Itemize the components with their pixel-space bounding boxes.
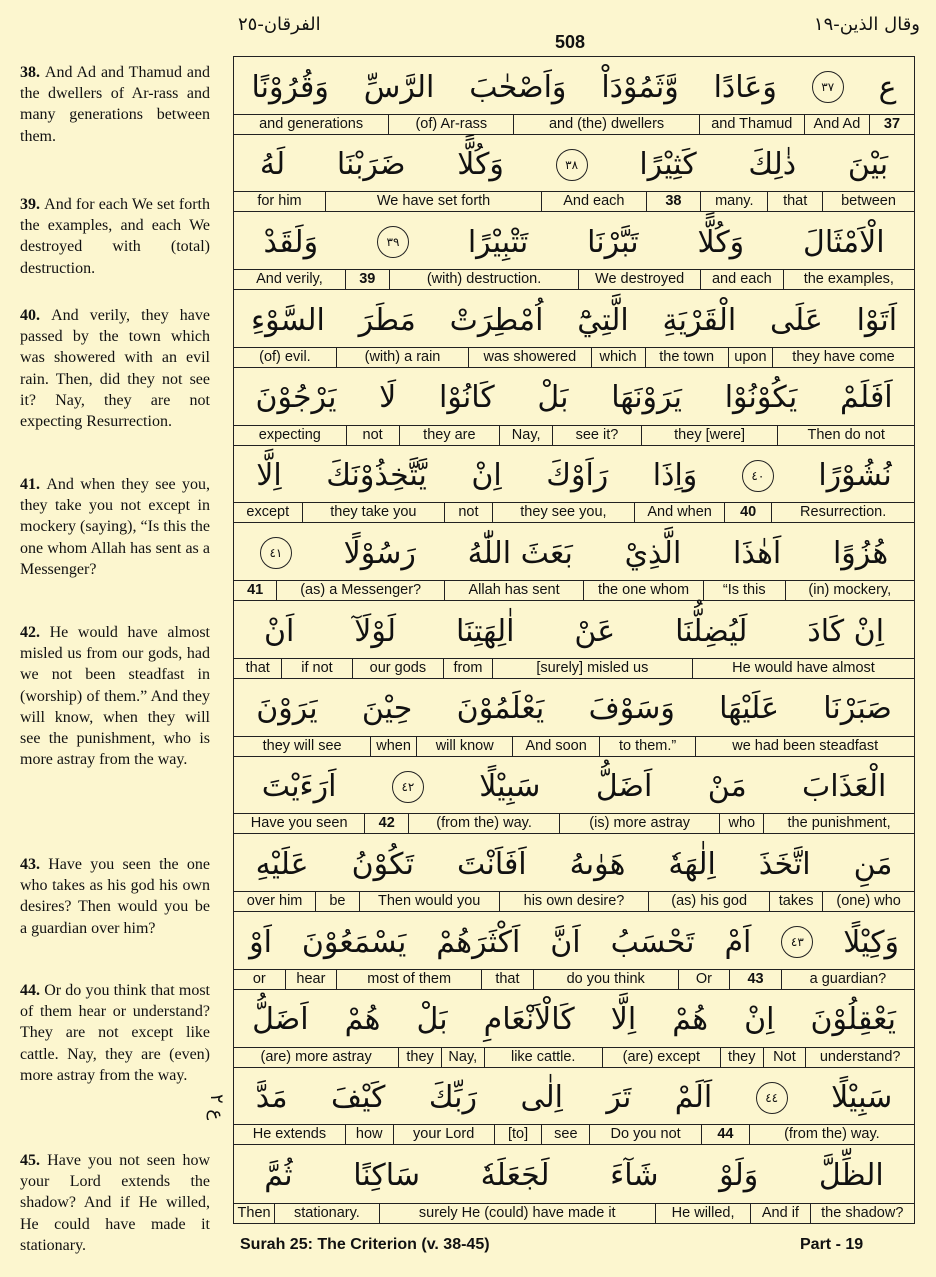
gloss-cell: was showered bbox=[469, 348, 591, 367]
arabic-word: نُشُوْرًا bbox=[818, 458, 892, 494]
verse-text: Have you seen the one who takes as his god his own desires? Then would you be a guardian over him? bbox=[20, 856, 210, 937]
gloss-cell: Not bbox=[764, 1048, 807, 1067]
gloss-cell: who bbox=[720, 814, 764, 833]
arabic-word: وَعَادًا bbox=[713, 69, 777, 105]
gloss-cell: we had been steadfast bbox=[732, 737, 879, 754]
grid-row bbox=[234, 757, 914, 835]
verse-number: 38. bbox=[20, 64, 45, 81]
arabic-word: اَضَلُّ bbox=[252, 1002, 309, 1038]
arabic-line bbox=[234, 1068, 914, 1128]
gloss-cell: (from the) way. bbox=[409, 814, 560, 833]
arabic-word: اَضَلُّ bbox=[595, 769, 653, 805]
arabic-word: وَلَوْ bbox=[719, 1157, 759, 1193]
arabic-word: وَكُلًّا bbox=[697, 224, 745, 260]
arabic-line bbox=[234, 446, 914, 506]
arabic-word: عَلَيْهِ bbox=[255, 846, 309, 882]
arabic-word: سَاكِنًا bbox=[353, 1157, 420, 1193]
arabic-line bbox=[234, 601, 914, 661]
gloss-cell: And verily, bbox=[234, 270, 346, 289]
arabic-word: ثُمَّ bbox=[264, 1157, 293, 1193]
translation-verse bbox=[20, 854, 210, 939]
arabic-word: اَفَلَمْ bbox=[840, 380, 893, 416]
grid-row bbox=[234, 679, 914, 757]
gloss-cell: they see you, bbox=[493, 503, 636, 522]
gloss-cell: (are) except bbox=[603, 1048, 721, 1067]
arabic-word: اٰلِهَتِنَا bbox=[455, 613, 515, 649]
gloss-cell: how bbox=[346, 1125, 394, 1144]
gloss-line bbox=[234, 269, 914, 289]
gloss-cell: Then would you bbox=[360, 892, 500, 911]
grid-row bbox=[234, 912, 914, 990]
gloss-cell: see it? bbox=[553, 426, 642, 445]
arabic-word: اَفَاَنْتَ bbox=[457, 846, 527, 882]
arabic-word: سَبِيْلًا bbox=[831, 1080, 893, 1116]
arabic-word: اَهٰذَا bbox=[733, 535, 782, 571]
arabic-word: وَلَقَدْ bbox=[263, 224, 319, 260]
arabic-word: اِلَّا bbox=[610, 1002, 637, 1038]
grid-row bbox=[234, 990, 914, 1068]
arabic-line bbox=[234, 368, 914, 428]
arabic-word: يَرَوْنَ bbox=[256, 691, 318, 727]
arabic-word: وَسَوْفَ bbox=[588, 691, 675, 727]
gloss-line bbox=[234, 813, 914, 833]
gloss-cell: most of them bbox=[337, 970, 482, 989]
gloss-cell: that bbox=[768, 192, 823, 211]
gloss-cell: that bbox=[234, 659, 282, 678]
arabic-word: تَبَّرْنَا bbox=[587, 224, 639, 260]
gloss-cell: takes bbox=[770, 892, 823, 911]
gloss-cell: And each bbox=[542, 192, 646, 211]
arabic-word: هُمْ bbox=[344, 1002, 381, 1038]
gloss-verse-number: 38 bbox=[647, 192, 702, 211]
gloss-cell: the punishment, bbox=[787, 815, 891, 832]
arabic-word: ع bbox=[878, 69, 897, 105]
gloss-line bbox=[234, 347, 914, 367]
grid-row bbox=[234, 1145, 914, 1223]
arabic-line bbox=[234, 290, 914, 350]
arabic-word: وَكُلًّا bbox=[457, 147, 504, 183]
gloss-cell: Then bbox=[234, 1204, 275, 1223]
verse-number: 43. bbox=[20, 856, 49, 873]
gloss-cell: the town bbox=[646, 348, 729, 367]
gloss-cell: not bbox=[445, 503, 492, 522]
gloss-cell: (of) Ar-rass bbox=[389, 115, 514, 134]
gloss-cell: And if bbox=[751, 1204, 810, 1223]
grid-row bbox=[234, 1068, 914, 1146]
arabic-line bbox=[234, 757, 914, 817]
verse-text: Have you not seen how your Lord extends the shadow? And if He willed, He could have made it stationary. bbox=[20, 1152, 211, 1254]
ayah-number-marker: ٤٤ bbox=[756, 1082, 788, 1114]
gloss-cell: [to] bbox=[495, 1125, 543, 1144]
gloss-cell: not bbox=[347, 426, 400, 445]
arabic-word: اَوْ bbox=[249, 924, 272, 960]
arabic-word: الْاَمْثَالَ bbox=[803, 224, 885, 260]
gloss-verse-number: 44 bbox=[702, 1125, 750, 1144]
translation-verse bbox=[20, 622, 210, 770]
arabic-word: السَّوْءِ bbox=[250, 302, 325, 338]
arabic-word: اَرَءَيْتَ bbox=[261, 769, 337, 805]
arabic-word: تَرَ bbox=[606, 1080, 632, 1116]
arabic-word: ضَرَبْنَا bbox=[336, 147, 406, 183]
arabic-word: اَمْ bbox=[724, 924, 752, 960]
gloss-line bbox=[234, 1047, 914, 1067]
footer-part: Part - 19 bbox=[800, 1236, 864, 1253]
gloss-verse-number: 43 bbox=[730, 970, 782, 989]
gloss-line bbox=[234, 736, 914, 756]
ayah-number-marker: ٤٠ bbox=[742, 460, 774, 492]
gloss-verse-number: 37 bbox=[883, 115, 901, 132]
gloss-cell: to them.” bbox=[600, 737, 697, 756]
arabic-word: عَلَى bbox=[769, 302, 823, 338]
verse-text: And when they see you, they take you not except in mockery (saying), “Is this the one whom Allah has sent as a Messenger? bbox=[20, 476, 211, 578]
gloss-verse-number: 40 bbox=[725, 503, 772, 522]
arabic-word: صَبَرْنَا bbox=[823, 691, 892, 727]
gloss-line bbox=[234, 114, 914, 134]
gloss-cell: We destroyed bbox=[579, 270, 701, 289]
gloss-cell: “Is this bbox=[704, 581, 786, 600]
translation-verse bbox=[20, 474, 210, 580]
arabic-word: لَوْلَآ bbox=[354, 613, 397, 649]
arabic-word: سَبِيْلًا bbox=[479, 769, 541, 805]
arabic-word: هُمْ bbox=[672, 1002, 709, 1038]
gloss-cell: for him bbox=[234, 192, 326, 211]
gloss-cell: and Thamud bbox=[700, 115, 805, 134]
arabic-line bbox=[234, 57, 914, 117]
arabic-word: يَكُوْنُوْا bbox=[724, 380, 798, 416]
gloss-cell: from bbox=[444, 659, 492, 678]
arabic-word: يَرْجُوْنَ bbox=[255, 380, 337, 416]
gloss-cell: if not bbox=[282, 659, 352, 678]
arabic-line bbox=[234, 679, 914, 739]
arabic-word: الظِّلَّ bbox=[818, 1157, 884, 1193]
arabic-word: مَنْ bbox=[707, 769, 747, 805]
gloss-line bbox=[234, 891, 914, 911]
arabic-word: هُزُوًا bbox=[832, 535, 889, 571]
arabic-word: لَا bbox=[379, 380, 397, 416]
arabic-line bbox=[234, 212, 914, 272]
arabic-word: اِنْ bbox=[471, 458, 502, 494]
gloss-line bbox=[234, 1124, 914, 1144]
gloss-line bbox=[234, 425, 914, 445]
gloss-cell: Or bbox=[679, 970, 731, 989]
arabic-word: وَّثَمُوْدَاْ bbox=[601, 69, 679, 105]
arabic-line bbox=[234, 834, 914, 894]
footer-surah-title: Surah 25: The Criterion (v. 38-45) bbox=[240, 1236, 490, 1253]
gloss-cell: and (the) dwellers bbox=[514, 115, 699, 134]
gloss-cell: Allah has sent bbox=[445, 581, 584, 600]
gloss-cell: [surely] misled us bbox=[493, 659, 693, 678]
arabic-word: لَجَعَلَهٗ bbox=[480, 1157, 550, 1193]
gloss-verse-number: 41 bbox=[234, 581, 277, 600]
arabic-word: الَّتِيْٓ bbox=[577, 302, 629, 338]
gloss-cell: our gods bbox=[353, 659, 445, 678]
gloss-cell: they bbox=[399, 1048, 442, 1067]
gloss-cell: (with) destruction. bbox=[390, 270, 580, 289]
arabic-word: كَثِيْرًا bbox=[639, 147, 697, 183]
gloss-cell: Have you seen bbox=[234, 814, 365, 833]
grid-row bbox=[234, 834, 914, 912]
gloss-line bbox=[234, 580, 914, 600]
arabic-word: مَطَرَ bbox=[358, 302, 416, 338]
gloss-cell: the examples, bbox=[803, 271, 894, 288]
arabic-word: اَنْ bbox=[263, 613, 295, 649]
gloss-cell: Then do not bbox=[807, 426, 885, 443]
gloss-cell: upon bbox=[729, 348, 773, 367]
gloss-cell: And Ad bbox=[805, 115, 870, 134]
arabic-word: اِلٰهَهٗ bbox=[668, 846, 716, 882]
gloss-cell: understand? bbox=[819, 1048, 901, 1065]
arabic-word: رَسُوْلًا bbox=[343, 535, 416, 571]
gloss-cell: the one whom bbox=[584, 581, 704, 600]
gloss-cell: He would have almost bbox=[732, 659, 875, 676]
gloss-cell: expecting bbox=[234, 426, 347, 445]
grid-row bbox=[234, 368, 914, 446]
arabic-word: يَعْقِلُوْنَ bbox=[810, 1002, 896, 1038]
arabic-line bbox=[234, 1145, 914, 1205]
verse-number: 40. bbox=[20, 307, 52, 324]
verse-number: 44. bbox=[20, 982, 45, 999]
translation-verse bbox=[20, 305, 210, 432]
arabic-word: بَلْ bbox=[537, 380, 569, 416]
gloss-line bbox=[234, 1203, 914, 1223]
verse-text: He would have almost misled us from our gods, had we not been steadfast in (worship) of them.” And they will know, when they will see the punishment, who is more astray from the way. bbox=[20, 624, 210, 769]
grid-row bbox=[234, 135, 914, 213]
translation-verse bbox=[20, 1150, 210, 1256]
grid-row bbox=[234, 446, 914, 524]
grid-row bbox=[234, 601, 914, 679]
arabic-word: وَقُرُوْنًا bbox=[251, 69, 329, 105]
grid-row bbox=[234, 290, 914, 368]
ayah-number-marker: ٣٨ bbox=[556, 149, 588, 181]
arabic-word: اتَّخَذَ bbox=[758, 846, 811, 882]
gloss-cell: a guardian? bbox=[809, 970, 887, 987]
translation-verse bbox=[20, 194, 210, 279]
arabic-word: يَسْمَعُوْنَ bbox=[301, 924, 407, 960]
gloss-cell: see bbox=[542, 1125, 590, 1144]
gloss-cell: (are) more astray bbox=[234, 1048, 399, 1067]
arabic-word: رَاَوْكَ bbox=[546, 458, 609, 494]
ayah-number-marker: ٣٩ bbox=[377, 226, 409, 258]
arabic-word: حِيْنَ bbox=[361, 691, 413, 727]
arabic-line bbox=[234, 990, 914, 1050]
arabic-word: كَالْاَنْعَامِ bbox=[483, 1002, 575, 1038]
arabic-word: اَكْثَرَهُمْ bbox=[436, 924, 521, 960]
arabic-line bbox=[234, 912, 914, 972]
gloss-cell: the shadow? bbox=[821, 1204, 904, 1221]
arabic-word: ذٰلِكَ bbox=[748, 147, 797, 183]
gloss-cell: (with) a rain bbox=[337, 348, 469, 367]
verse-number: 39. bbox=[20, 196, 45, 213]
ayah-number-marker: ٤٢ bbox=[392, 771, 424, 803]
gloss-cell: they will see bbox=[234, 737, 371, 756]
gloss-cell: We have set forth bbox=[326, 192, 542, 211]
gloss-verse-number: 39 bbox=[346, 270, 390, 289]
arabic-word: الَّذِيْ bbox=[624, 535, 682, 571]
gloss-cell: do you think bbox=[534, 970, 679, 989]
gloss-cell: they take you bbox=[303, 503, 446, 522]
ayah-number-marker: ٤٣ bbox=[781, 926, 813, 958]
arabic-word: اُمْطِرَتْ bbox=[449, 302, 544, 338]
arabic-word: بَعَثَ اللّٰهُ bbox=[467, 535, 573, 571]
arabic-word: شَآءَ bbox=[610, 1157, 659, 1193]
gloss-cell: (from the) way. bbox=[784, 1126, 880, 1143]
gloss-cell: (in) mockery, bbox=[808, 582, 892, 599]
arabic-word: تَتْبِيْرًا bbox=[467, 224, 529, 260]
ruku-marker: ع ٢ bbox=[206, 1094, 227, 1121]
verse-text: Or do you think that most of them hear or understand? They are not except like cattle. Nay, they are (even) more astray from the way. bbox=[20, 982, 210, 1084]
arabic-word: رَبِّكَ bbox=[428, 1080, 478, 1116]
gloss-cell: Resurrection. bbox=[800, 504, 887, 521]
arabic-word: اَلَمْ bbox=[674, 1080, 713, 1116]
gloss-cell: Do you not bbox=[590, 1125, 702, 1144]
ayah-number-marker: ٣٧ bbox=[812, 71, 844, 103]
gloss-cell: will know bbox=[417, 737, 514, 756]
arabic-word: يَّتَّخِذُوْنَكَ bbox=[326, 458, 427, 494]
gloss-line bbox=[234, 502, 914, 522]
gloss-cell: when bbox=[371, 737, 417, 756]
translation-verse bbox=[20, 980, 210, 1086]
arabic-word: وَاَصْحٰبَ bbox=[469, 69, 567, 105]
arabic-word: كَيْفَ bbox=[331, 1080, 386, 1116]
gloss-cell: like cattle. bbox=[485, 1048, 603, 1067]
arabic-word: الْقَرْيَةِ bbox=[662, 302, 737, 338]
gloss-cell: they bbox=[721, 1048, 764, 1067]
gloss-cell: and generations bbox=[234, 115, 389, 134]
gloss-cell: He willed, bbox=[656, 1204, 751, 1223]
grid-row bbox=[234, 212, 914, 290]
gloss-cell: Nay, bbox=[500, 426, 553, 445]
gloss-cell: hear bbox=[286, 970, 338, 989]
header-juz-name: وقال الذين-١٩ bbox=[813, 14, 920, 35]
arabic-word: يَرَوْنَهَا bbox=[611, 380, 682, 416]
arabic-word: اِلَّا bbox=[256, 458, 282, 494]
gloss-verse-number: 42 bbox=[365, 814, 409, 833]
arabic-word: اِنْ كَادَ bbox=[807, 613, 885, 649]
verse-text: And for each We set forth the examples, and each We destroyed with (total) destruction. bbox=[20, 196, 211, 277]
gloss-line bbox=[234, 969, 914, 989]
arabic-line bbox=[234, 135, 914, 195]
arabic-word: اِلٰى bbox=[520, 1080, 563, 1116]
gloss-cell: your Lord bbox=[394, 1125, 495, 1144]
gloss-cell: they [were] bbox=[642, 426, 779, 445]
ayah-number-marker: ٤١ bbox=[260, 537, 292, 569]
gloss-cell: (as) his god bbox=[649, 892, 770, 911]
verse-number: 42. bbox=[20, 624, 50, 641]
verse-text: And verily, they have passed by the town which was showered with an evil rain. Then, did they not see it? Nay, they are not expecting Resurrection. bbox=[20, 307, 210, 431]
gloss-cell: surely He (could) have made it bbox=[380, 1204, 656, 1223]
arabic-word: اَتَوْا bbox=[856, 302, 898, 338]
gloss-cell: and each bbox=[701, 270, 784, 289]
grid-row bbox=[234, 523, 914, 601]
page-number: 508 bbox=[554, 32, 586, 52]
verse-text: And Ad and Thamud and the dwellers of Ar-rass and many generations between them. bbox=[20, 64, 210, 145]
arabic-word: وَكِيْلًا bbox=[843, 924, 900, 960]
header-surah-name: الفرقان-٢٥ bbox=[238, 14, 321, 35]
arabic-word: الْعَذَابَ bbox=[802, 769, 887, 805]
arabic-word: مَنِ bbox=[853, 846, 893, 882]
gloss-cell: they are bbox=[400, 426, 501, 445]
arabic-line bbox=[234, 523, 914, 583]
arabic-word: كَانُوْا bbox=[439, 380, 495, 416]
gloss-cell: between bbox=[841, 193, 896, 210]
verse-number: 41. bbox=[20, 476, 47, 493]
gloss-line bbox=[234, 191, 914, 211]
gloss-cell: And when bbox=[635, 503, 725, 522]
arabic-word: بَلْ bbox=[416, 1002, 448, 1038]
arabic-word: اِنْ bbox=[744, 1002, 775, 1038]
arabic-word: هَوٰىهُ bbox=[569, 846, 626, 882]
gloss-cell: Nay, bbox=[442, 1048, 485, 1067]
gloss-cell: be bbox=[316, 892, 360, 911]
arabic-word: تَحْسَبُ bbox=[610, 924, 695, 960]
gloss-cell: stationary. bbox=[275, 1204, 379, 1223]
translation-verse bbox=[20, 62, 210, 147]
gloss-cell: that bbox=[482, 970, 534, 989]
arabic-word: بَيْنَ bbox=[847, 147, 889, 183]
arabic-word: يَعْلَمُوْنَ bbox=[456, 691, 545, 727]
arabic-word: اَنَّ bbox=[550, 924, 581, 960]
gloss-cell: And soon bbox=[513, 737, 599, 756]
arabic-word: لَهُ bbox=[259, 147, 286, 183]
grid-row bbox=[234, 57, 914, 135]
gloss-cell: over him bbox=[234, 892, 316, 911]
arabic-word: الرَّسِّ bbox=[363, 69, 435, 105]
gloss-cell: or bbox=[234, 970, 286, 989]
verse-number: 45. bbox=[20, 1152, 48, 1169]
arabic-word: لَيُضِلُّنَا bbox=[675, 613, 748, 649]
arabic-word: عَنْ bbox=[574, 613, 616, 649]
gloss-cell: except bbox=[234, 503, 303, 522]
gloss-cell: (is) more astray bbox=[560, 814, 720, 833]
gloss-cell: which bbox=[592, 348, 646, 367]
gloss-cell: (of) evil. bbox=[234, 348, 337, 367]
gloss-cell: (one) who bbox=[836, 893, 901, 910]
arabic-word: وَاِذَا bbox=[652, 458, 698, 494]
arabic-word: مَدَّ bbox=[255, 1080, 288, 1116]
gloss-line bbox=[234, 658, 914, 678]
arabic-word: تَكُوْنُ bbox=[351, 846, 415, 882]
gloss-cell: they have come bbox=[792, 348, 895, 365]
word-by-word-grid bbox=[233, 56, 915, 1224]
gloss-cell: many. bbox=[701, 192, 768, 211]
gloss-cell: He extends bbox=[234, 1125, 346, 1144]
arabic-word: عَلَيْهَا bbox=[719, 691, 779, 727]
gloss-cell: (as) a Messenger? bbox=[277, 581, 445, 600]
gloss-cell: his own desire? bbox=[500, 892, 650, 911]
